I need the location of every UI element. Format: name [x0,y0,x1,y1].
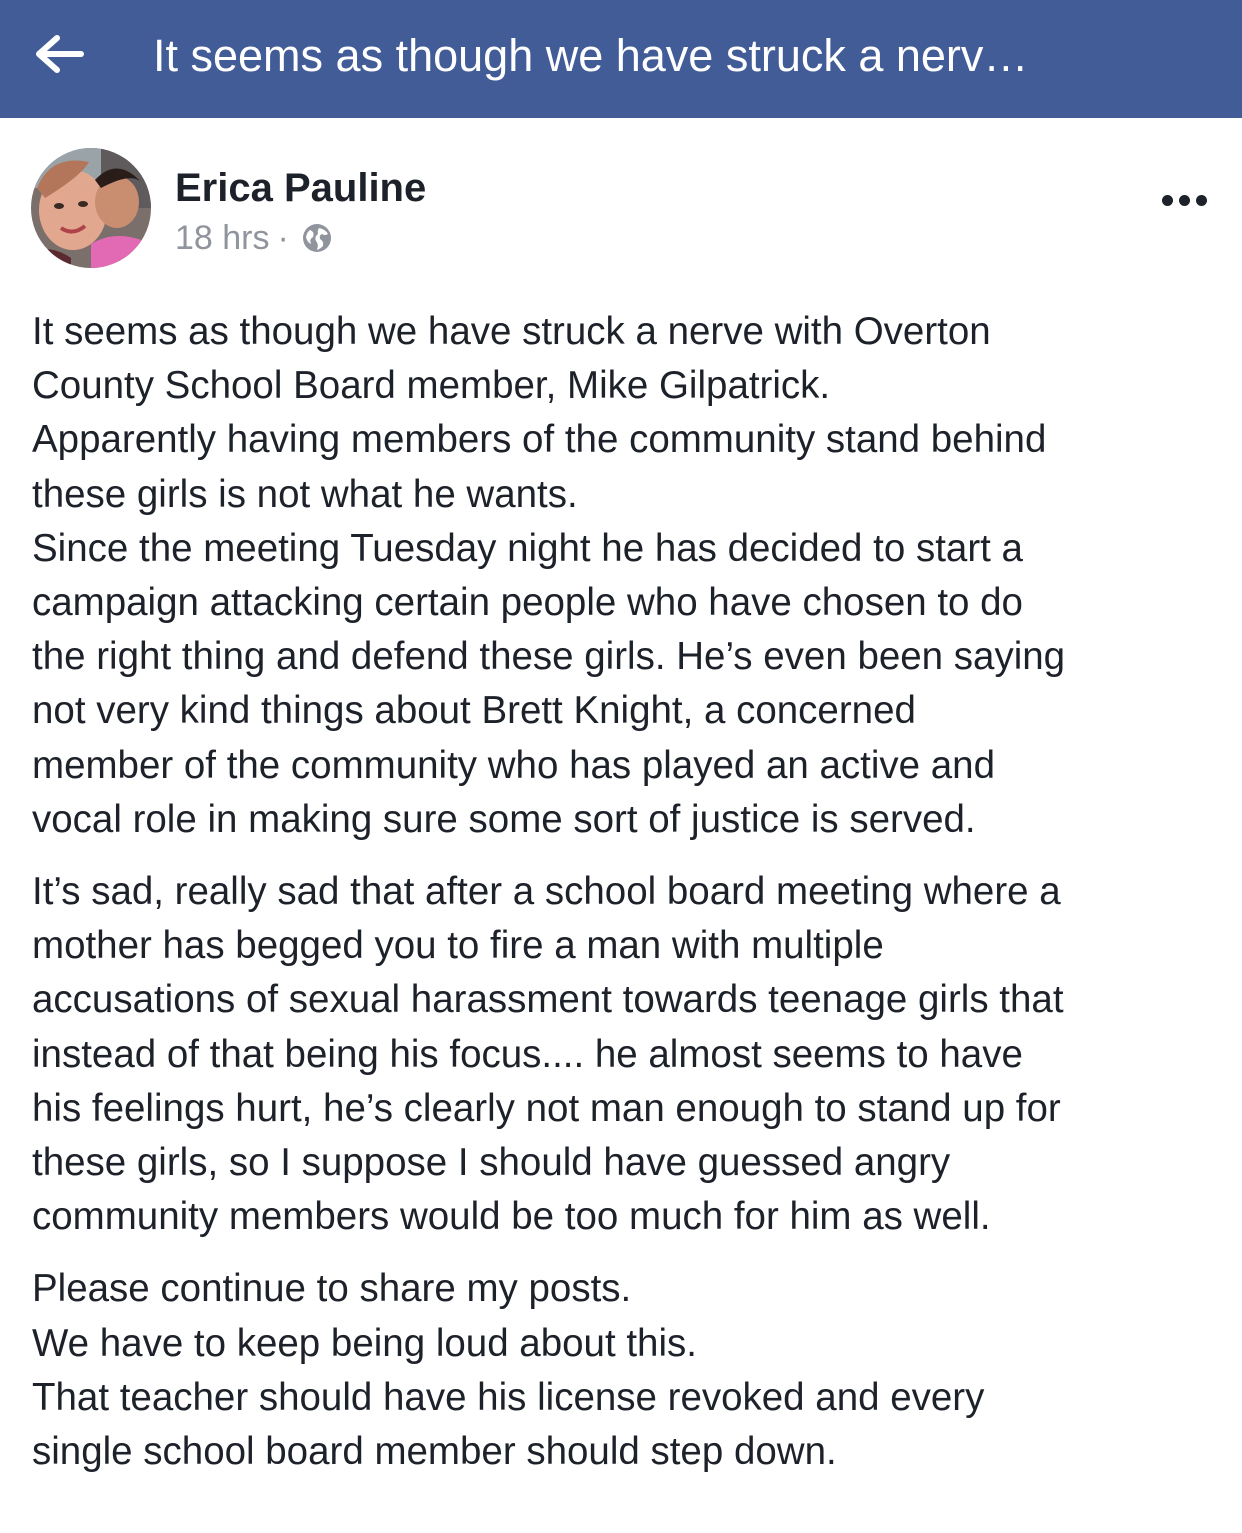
post-body [32,305,1227,1497]
post-text-line: his feelings hurt, he’s clearly not man enough to stand up for [32,1086,1061,1130]
post-paragraph-2 [32,865,1227,1244]
page-title: It seems as though we have struck a nerv… [153,30,1029,81]
more-dot [1162,195,1173,206]
post-text-line: not very kind things about Brett Knight, a concerned [32,689,916,733]
post-text-line: accusations of sexual harassment towards teenage girls that [32,978,1064,1022]
post-text-line: community members would be too much for him as well. [32,1195,991,1239]
profile-photo-icon [31,148,151,268]
post-text-line: Apparently having members of the community stand behind [32,418,1047,462]
avatar[interactable] [31,148,151,268]
post-text-line: these girls, so I suppose I should have guessed angry [32,1141,951,1185]
post-header [0,118,1242,288]
more-dot [1196,195,1207,206]
post-text-line: That teacher should have his license revoked and every [32,1375,985,1419]
post-text-line: these girls is not what he wants. [32,472,578,516]
post-paragraph-3 [32,1262,1227,1479]
meta-separator: · [277,218,289,257]
post-text-line: member of the community who has played an active and [32,743,996,787]
post-text-line: We have to keep being loud about this. [32,1321,697,1365]
post-text-line: campaign attacking certain people who have chosen to do [32,581,1023,625]
post-text-line: instead of that being his focus.... he almost seems to have [32,1032,1023,1076]
post-text-line: the right thing and defend these girls. He’s even been saying [32,635,1066,679]
app-bar [0,0,1242,118]
post-timestamp[interactable]: 18 hrs [175,218,270,257]
post-meta [175,216,333,260]
author-name[interactable]: Erica Pauline [175,166,427,210]
post-text-line: mother has begged you to fire a man with multiple [32,924,884,968]
more-options-icon[interactable] [1154,180,1214,220]
post-text-line: It’s sad, really sad that after a school board meeting where a [32,870,1061,914]
post-text-line: Since the meeting Tuesday night he has decided to start a [32,526,1023,570]
post-text-line: Please continue to share my posts. [32,1267,632,1311]
post-paragraph-1 [32,305,1227,847]
post-text-line: single school board member should step down. [32,1430,837,1474]
post-text-line: vocal role in making sure some sort of justice is served. [32,797,976,841]
arrow-left-icon [33,34,85,74]
post-text-line: It seems as though we have struck a nerve with Overton [32,310,991,353]
back-button[interactable] [28,26,90,82]
post-text-line: County School Board member, Mike Gilpatrick. [32,364,831,408]
globe-icon [301,222,333,254]
more-dot [1179,195,1190,206]
